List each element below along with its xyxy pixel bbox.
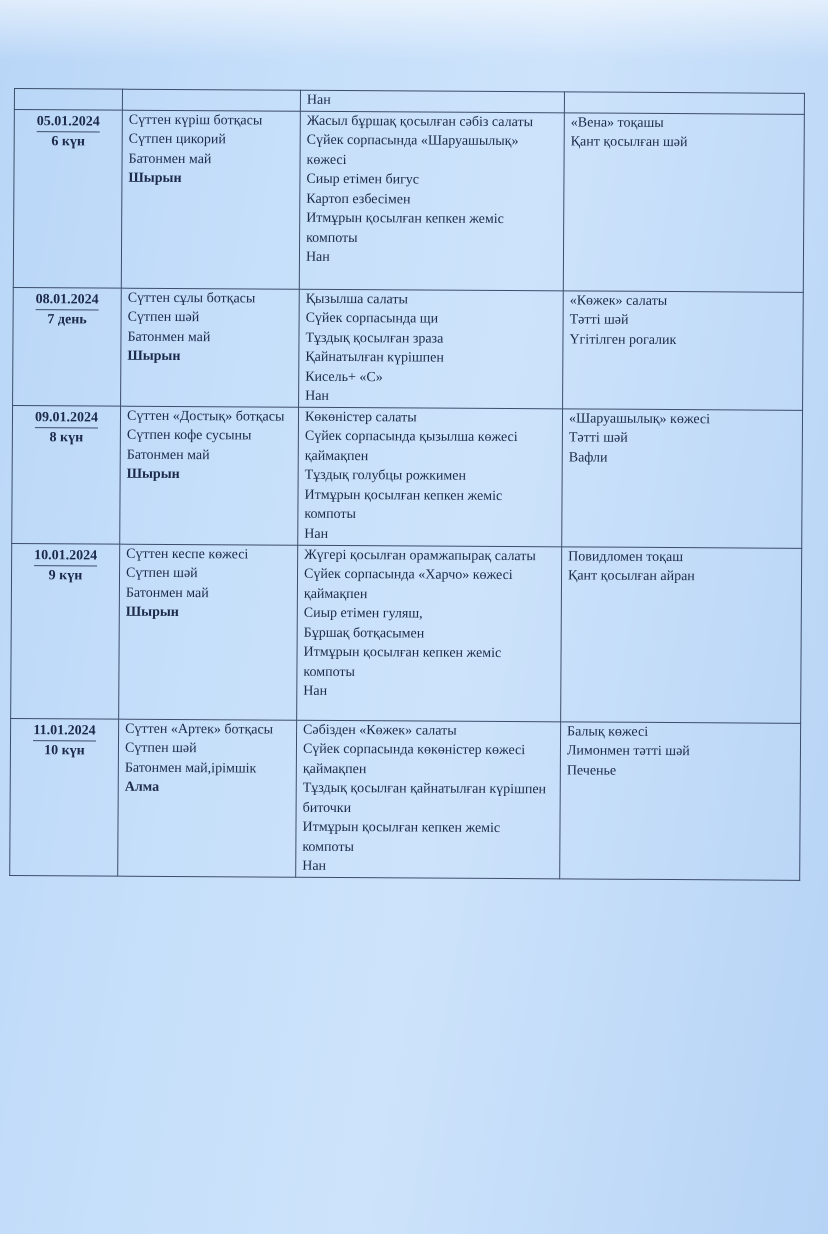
- menu-item: Итмұрын қосылған кепкен жеміс компоты: [306, 210, 504, 246]
- table-row: [12, 405, 803, 548]
- top-cell-3: Нан: [300, 90, 564, 112]
- menu-item: Вафли: [568, 449, 608, 466]
- menu-item: Кисель+ «С»: [305, 369, 383, 385]
- menu-item: Батонмен май,ірімшік: [124, 760, 257, 776]
- breakfast-cell: [119, 544, 298, 720]
- day-cell: [12, 405, 121, 544]
- menu-item: Бұршақ ботқасымен: [303, 625, 425, 642]
- day-number-label: 6 күн: [51, 134, 86, 150]
- top-cell-2: [122, 89, 300, 111]
- date-label: 05.01.2024: [37, 112, 100, 133]
- menu-item: Қант қосылған айран: [567, 568, 695, 585]
- day-cell: [13, 109, 122, 288]
- snack-cell: [563, 112, 804, 291]
- menu-item: Шырын: [125, 604, 179, 621]
- date-label: 10.01.2024: [34, 546, 97, 567]
- menu-item: Шырын: [127, 348, 181, 365]
- menu-item: Итмұрын қосылған кепкен жеміс компоты: [303, 644, 502, 680]
- menu-item: Тұздық голубцы рожкимен: [304, 467, 467, 484]
- menu-item: Сүтпен кофе сусыны: [126, 427, 252, 444]
- menu-item: Шырын: [126, 466, 180, 483]
- menu-item: Сиыр етімен бигус: [306, 171, 420, 188]
- menu-item: Сүйек сорпасында щи: [305, 310, 439, 327]
- menu-item: Қызылша салаты: [305, 291, 409, 307]
- menu-item: Картоп езбесімен: [306, 191, 411, 207]
- top-cell-4: [564, 92, 804, 114]
- menu-item: Сүттен «Артек» ботқасы: [125, 721, 274, 738]
- snack-cell: [562, 408, 803, 547]
- menu-item: Тәтті шәй: [569, 312, 629, 328]
- menu-item: Сиыр етімен гуляш,: [303, 605, 423, 622]
- day-number-label: 7 день: [47, 312, 87, 328]
- menu-item: Батонмен май: [128, 151, 212, 167]
- menu-item: Сүйек сорпасында «Шаруашылық» көжесі: [306, 132, 519, 168]
- menu-item: Итмұрын қосылған кепкен жеміс компоты: [304, 487, 503, 523]
- top-cell-1: [14, 89, 122, 110]
- day-number-label: 9 күн: [48, 568, 83, 584]
- menu-item: Нан: [305, 249, 330, 265]
- menu-item: Сәбізден «Көжек» салаты: [303, 722, 457, 739]
- menu-item: Алма: [124, 779, 160, 795]
- menu-item: Батонмен май: [127, 329, 211, 345]
- menu-item: Сүйек сорпасында «Харчо» көжесі қаймақпен: [303, 566, 513, 602]
- lunch-cell: [296, 720, 561, 879]
- menu-item: Сүтпен шәй: [127, 309, 200, 326]
- menu-item: Нан: [305, 388, 329, 404]
- menu-table: [9, 88, 805, 880]
- date-label: 09.01.2024: [35, 408, 98, 429]
- menu-item: Сүйек сорпасында көкөністер көжесі қаймақпен: [302, 741, 526, 777]
- menu-item: Батонмен май: [125, 585, 209, 601]
- snack-cell: [563, 290, 804, 409]
- menu-item: Сүттен кеспе көжесі: [126, 546, 249, 562]
- menu-item: Печенье: [566, 762, 617, 779]
- menu-item: Қант қосылған шәй: [570, 134, 688, 151]
- day-cell: [10, 718, 119, 876]
- menu-item: Сүтпен шәй: [124, 740, 197, 757]
- menu-item: Шырын: [128, 170, 182, 187]
- table-row: [10, 718, 801, 880]
- breakfast-cell: [118, 719, 297, 877]
- table-row: [13, 109, 804, 292]
- lunch-cell: [297, 545, 562, 722]
- menu-table-container: [9, 88, 814, 880]
- menu-item: Итмұрын қосылған кепкен жеміс компоты: [302, 819, 501, 855]
- menu-item: Үгітілген рогалик: [569, 331, 677, 348]
- menu-item: Сүйек сорпасында қызылша көжесі қаймақпен: [304, 428, 518, 464]
- menu-item: Нан: [303, 683, 328, 699]
- menu-item: Жасыл бұршақ қосылған сәбіз салаты: [306, 113, 534, 130]
- menu-item: Сүттен «Достық» ботқасы: [126, 408, 285, 425]
- menu-item: Нан: [304, 526, 329, 542]
- menu-item: Повидломен тоқаш: [568, 548, 684, 565]
- menu-item: Сүттен сұлы ботқасы: [127, 290, 256, 306]
- menu-item: Сүттен күріш ботқасы: [128, 112, 263, 129]
- menu-item: Көкөністер салаты: [304, 409, 417, 425]
- lunch-cell: [298, 407, 563, 547]
- menu-item: Қайнатылған күрішпен: [305, 349, 444, 366]
- menu-item: «Көжек» салаты: [569, 292, 668, 309]
- menu-item: Нан: [302, 858, 327, 874]
- menu-item: Тұздық қосылған қайнатылған күрішпен биточки: [302, 780, 547, 816]
- breakfast-cell: [120, 406, 299, 545]
- lunch-cell: [299, 289, 564, 409]
- snack-cell: [560, 721, 801, 879]
- menu-item: Сүтпен шәй: [125, 565, 198, 582]
- menu-item: Тәтті шәй: [568, 430, 628, 446]
- menu-item: «Шаруашылық» көжесі: [568, 410, 711, 427]
- menu-item: Сүтпен цикорий: [128, 131, 226, 148]
- day-cell: [13, 287, 122, 406]
- menu-item: Тұздық қосылған зраза: [305, 330, 444, 347]
- snack-cell: [561, 546, 802, 722]
- menu-item: Батонмен май: [126, 447, 210, 463]
- breakfast-cell: [121, 110, 300, 289]
- breakfast-cell: [121, 288, 300, 407]
- day-number-label: 8 күн: [49, 430, 84, 446]
- table-row: [11, 543, 802, 723]
- date-label: 08.01.2024: [36, 290, 99, 311]
- menu-item: Балық көжесі: [567, 723, 649, 740]
- date-label: 11.01.2024: [33, 721, 95, 742]
- day-cell: [11, 543, 120, 719]
- menu-item: «Вена» тоқашы: [570, 114, 664, 131]
- menu-item: Жүгері қосылған орамжапырақ салаты: [304, 547, 536, 564]
- table-row: [13, 287, 804, 410]
- lunch-cell: [299, 111, 564, 291]
- day-number-label: 10 күн: [44, 743, 85, 759]
- menu-item: Лимонмен тәтті шәй: [566, 743, 690, 760]
